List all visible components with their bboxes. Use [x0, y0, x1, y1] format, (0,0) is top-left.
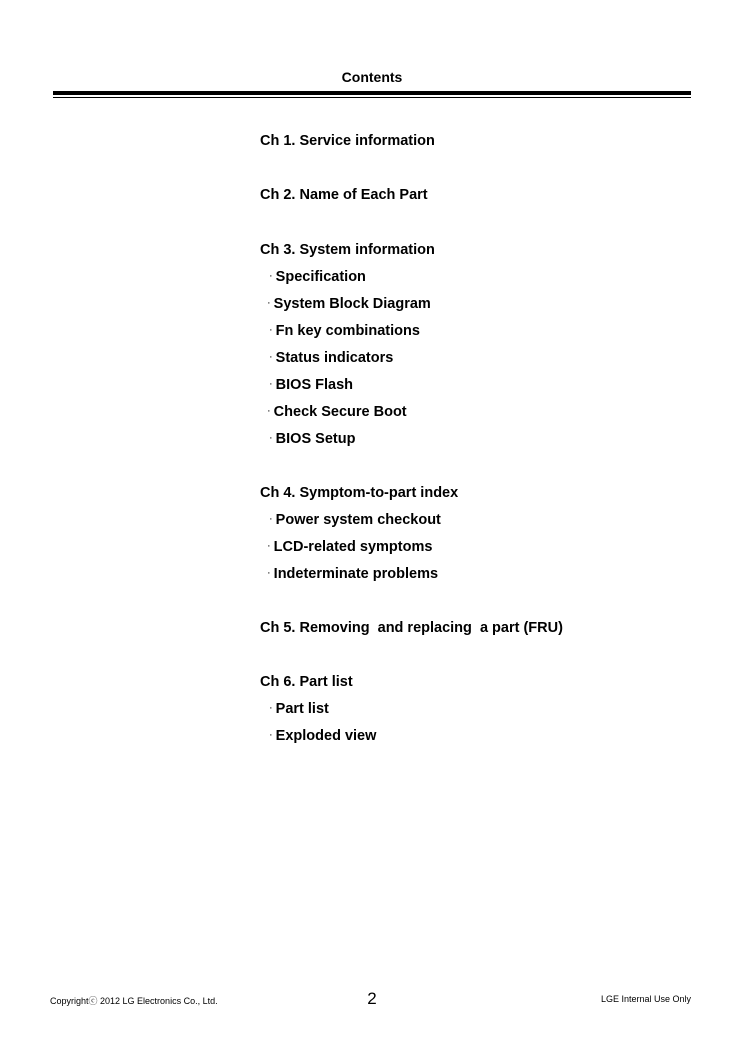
toc-entry-ch2[interactable] — [260, 187, 428, 203]
toc-entry-label: Ch 3. System information — [260, 242, 435, 258]
bullet-icon: · — [269, 351, 273, 363]
toc-subentry-label: Check Secure Boot — [273, 404, 407, 420]
toc-subentry-label: LCD-related symptoms — [273, 539, 433, 555]
toc-subentry-label: Power system checkout — [275, 512, 441, 528]
toc-subentry-label: Exploded view — [275, 728, 377, 744]
bullet-icon: · — [269, 324, 273, 336]
toc-subentry-check-secure-boot[interactable] — [267, 404, 407, 420]
bullet-icon: · — [269, 270, 273, 282]
bullet-icon: · — [267, 567, 271, 579]
footer-internal-use: LGE Internal Use Only — [600, 994, 691, 1004]
toc-subentry-part-list[interactable] — [269, 701, 329, 717]
toc-subentry-label: Fn key combinations — [275, 323, 420, 339]
toc-subentry-label: Status indicators — [275, 350, 394, 366]
toc-entry-ch3[interactable] — [260, 242, 435, 258]
toc-entry-label: Ch 2. Name of Each Part — [260, 187, 428, 203]
toc-entry-ch4[interactable] — [260, 485, 458, 501]
toc-subentry-label: System Block Diagram — [273, 296, 431, 312]
toc-entry-label: Ch 5. Removing and replacing a part (FRU) — [260, 620, 563, 636]
toc-subentry-lcd-related-symptoms[interactable] — [267, 539, 432, 555]
toc-subentry-label: Part list — [275, 701, 329, 717]
bullet-icon: · — [267, 540, 271, 552]
toc-subentry-fn-key-combinations[interactable] — [269, 323, 420, 339]
page-title: Contents — [341, 69, 403, 85]
bullet-icon: · — [269, 432, 273, 444]
toc-subentry-label: Specification — [275, 269, 366, 285]
header-rule-thin — [53, 97, 691, 98]
toc-subentry-status-indicators[interactable] — [269, 350, 393, 366]
toc-subentry-power-system-checkout[interactable] — [269, 512, 441, 528]
toc-subentry-exploded-view[interactable] — [269, 728, 376, 744]
toc-subentry-label: BIOS Setup — [275, 431, 356, 447]
footer-copyright: Copyrightⓒ 2012 LG Electronics Co., Ltd. — [50, 996, 218, 1006]
toc-subentry-bios-setup[interactable] — [269, 431, 355, 447]
toc-subentry-label: Indeterminate problems — [273, 566, 439, 582]
toc-entry-ch1[interactable] — [260, 133, 435, 149]
bullet-icon: · — [269, 378, 273, 390]
toc-subentry-specification[interactable] — [269, 269, 366, 285]
bullet-icon: · — [269, 702, 273, 714]
bullet-icon: · — [267, 297, 271, 309]
toc-subentry-bios-flash[interactable] — [269, 377, 353, 393]
toc-entry-ch5[interactable] — [260, 620, 563, 636]
toc-entry-label: Ch 6. Part list — [260, 674, 353, 690]
toc-subentry-label: BIOS Flash — [275, 377, 354, 393]
bullet-icon: · — [267, 405, 271, 417]
toc-subentry-system-block-diagram[interactable] — [267, 296, 431, 312]
header-rule-thick — [53, 91, 691, 95]
bullet-icon: · — [269, 513, 273, 525]
toc-entry-ch6[interactable] — [260, 674, 353, 690]
toc-entry-label: Ch 4. Symptom-to-part index — [260, 485, 459, 501]
page-number: 2 — [367, 989, 377, 1008]
bullet-icon: · — [269, 729, 273, 741]
toc-subentry-indeterminate-problems[interactable] — [267, 566, 438, 582]
toc-entry-label: Ch 1. Service information — [260, 133, 435, 149]
